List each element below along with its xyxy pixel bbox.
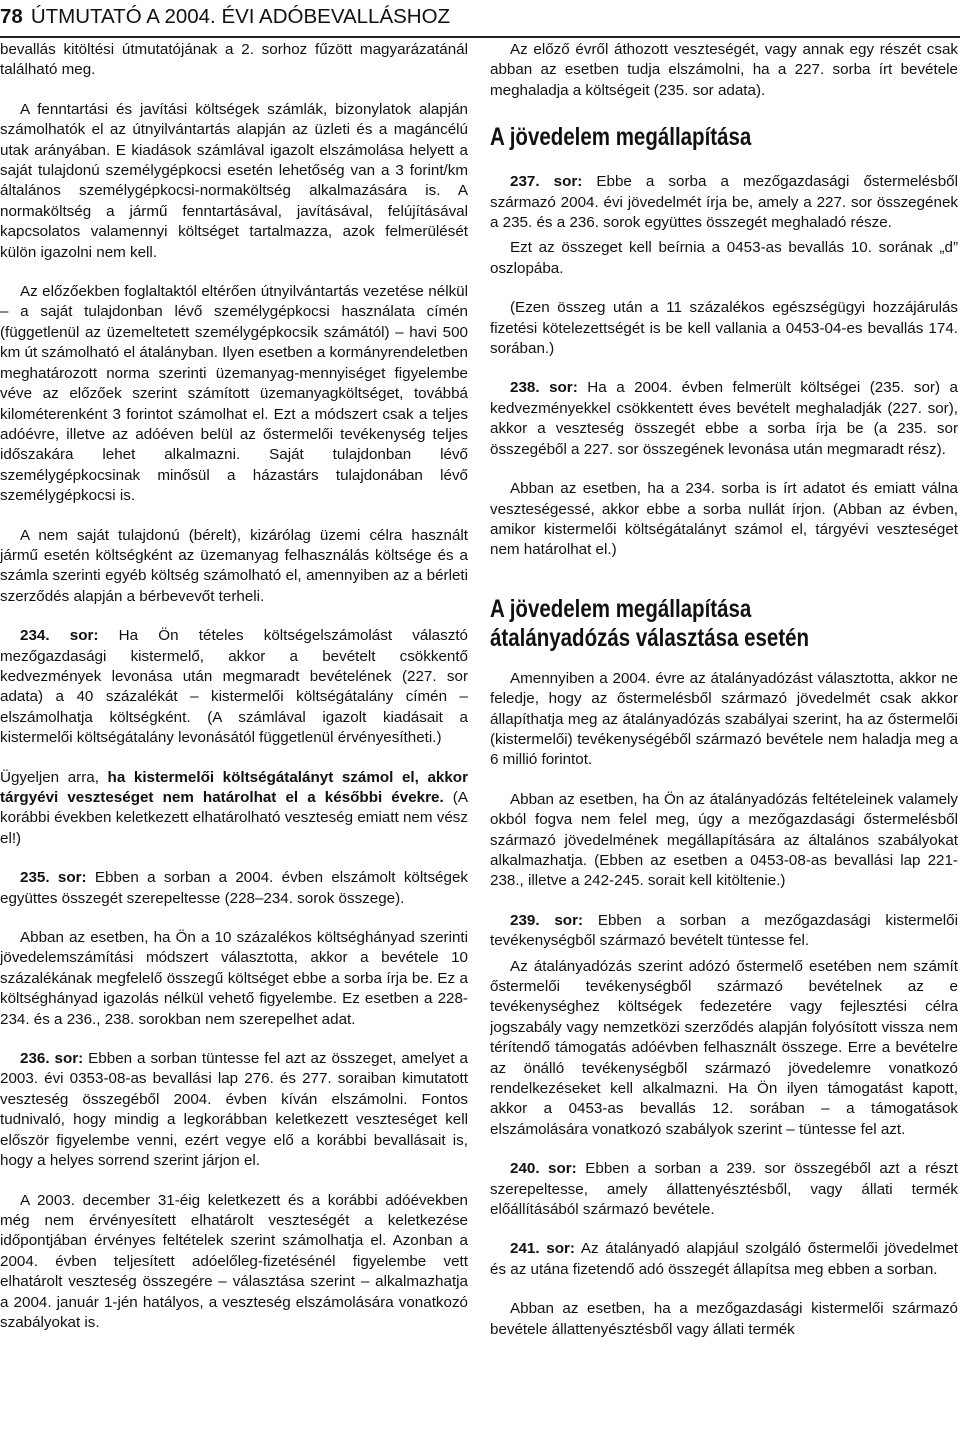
- row-238-paragraph: [490, 378, 958, 460]
- paragraph-text: Ebben a sorban tüntesse fel azt az összeget, amelyet a 2003. évi 0353-08-as bevallási lap 276. és 277. soraiban kimutatott veszteség összegéből 2004. évben kíván elszámolni. Fontos tudnivaló, hogy mindig a legkorábban keletkezett veszteséget kell először figyelembe venni, ezért vegye elő a korábbi bevallásait is, hogy a helyes sorrend szerint járjon el.: [0, 1050, 468, 1170]
- left-column: [0, 42, 468, 1434]
- paragraph-text: Ha a 2004. évben felmerült költségei (235. sor) a kedvezményekkel csökkentett éves bevételt meghaladják (227. sor), akkor a veszteség összegét ebbe a sorba írja be (a 235. sor összegéből a 227. sor összegének levonása után megmaradt rész).: [490, 379, 958, 458]
- row-235-paragraph: [0, 868, 468, 909]
- row-label: 240. sor:: [510, 1160, 577, 1178]
- paragraph: Abban az esetben, ha a 234. sorba is írt adatot és emiatt válna veszteségessé, akkor ebbe a sorba nullát írjon. (Abban az évben, amikor kistermelői költségátalányt számol el, tárgyévi veszteséget nem határolhat el.): [490, 480, 958, 559]
- page-header: [0, 0, 960, 38]
- paragraph-text: Az átalányadó alapjául szolgáló őstermelői jövedelmet és az utána fizetendő adó összegét állapítsa meg ebben a sorban.: [490, 1240, 958, 1278]
- row-label: 239. sor:: [510, 911, 584, 929]
- paragraph-text: Ügyeljen arra,: [0, 768, 108, 786]
- row-label: 238. sor:: [510, 379, 578, 397]
- paragraph: Abban az esetben, ha Ön a 10 százalékos költséghányad szerinti jövedelemszámítási módszert választotta, akkor a bevétele 10 százalékának megfelelő összegű költséget ebbe a sorba írja be. Ez a költséghányad igazolás nélkül vehető figyelembe. Ez esetben a 228-234. és a 236., 238. sorokban nem szerepelhet adat.: [0, 929, 468, 1028]
- paragraph: Abban az esetben, ha Ön az átalányadózás feltételeinek valamely okból fogva nem felel meg, úgy a mezőgazdasági őstermelésből származó jövedelmének megállapítására az általános szabályokat alkalmazhatja. (Ebben az esetben a 0453-08-as bevallási lap 221-238., illetve a 242-245. sorait kell kitöltenie.): [490, 790, 958, 890]
- paragraph: (Ezen összeg után a 11 százalékos egészségügyi hozzájárulás fizetési kötelezettségét is be kell vallania a 0453-04-es bevallás 174. sorában.): [490, 299, 958, 358]
- paragraph-text: Ebben a sorban a mezőgazdasági kistermelői tevékenységből származó bevételt tüntesse fel.: [490, 911, 958, 950]
- row-label: 235. sor:: [20, 869, 87, 887]
- paragraph: Az előzőekben foglaltaktól eltérően útnyilvántartás vezetése nélkül – a saját tulajdonban lévő személygépkocsi használata címén (függetlenül az üzemeltetett személygépkocsik számától) – havi 500 km út számolható el átalányban. Ilyen esetben a kormányrendeletben meghatározott norma szerinti üzemanyag-mennyiséget figyelembe véve az előzőek szerint számított üzemanyagköltséget, továbbá kilométerenként 3 forintot számolhat el. Ezt a módszert csak a teljes adóévre, illetve az adóéven belül az őstermelői tevékenység teljes időszakára lehet alkalmazni. Saját tulajdonban lévő személygépkocsinak minősül a házastárs tulajdonában lévő személygépkocsi is.: [0, 283, 468, 505]
- paragraph-text: (A korábbi években keletkezett elhatárolható veszteség emiatt nem vész el!): [0, 789, 468, 847]
- running-title: ÚTMUTATÓ A 2004. ÉVI ADÓBEVALLÁSHOZ: [30, 5, 451, 28]
- section-heading: A jövedelem megállapítása: [490, 123, 752, 152]
- paragraph: Az előző évről áthozott veszteségét, vagy annak egy részét csak abban az esetben tudja elszámolni, ha a 227. sorba írt bevétele meghaladja a költségeit (235. sor adata).: [490, 42, 958, 99]
- paragraph-text: Ebbe a sorba a mezőgazdasági őstermelésből származó 2004. évi jövedelmét írja be, amely a 227. sor összegének a 235. és a 236. sorok együttes összegét meghaladó része.: [490, 173, 958, 232]
- row-234-paragraph: [0, 626, 468, 748]
- warning-paragraph: [0, 768, 468, 850]
- paragraph: Ezt az összeget kell beírnia a 0453-as bevallás 10. sorának „d” oszlopába.: [490, 239, 958, 277]
- paragraph: Amennyiben a 2004. évre az átalányadózást választotta, akkor ne feledje, hogy az őstermelésből származó jövedelmét csak akkor állapíthatja meg az átalányadózás szabályai szerint, ha az őstermelői (kistermelői) tevékenységéből származó bevétele nem haladja meg a 6 millió forintot.: [490, 669, 958, 769]
- row-239-paragraph: [490, 911, 958, 952]
- row-label: 241. sor:: [510, 1240, 575, 1258]
- heading-line: átalányadózás választása esetén: [490, 623, 810, 652]
- paragraph-text: Ha Ön tételes költségelszámolást választó mezőgazdasági kistermelő, akkor a bevételt csökkentő kedvezmények levonása után megmaradt bevételének (227. sor adata) a 40 százalékát – kistermelői költségátalány címén – elszámolhatja költségként. (A számlával igazolt kiadásait a kistermelői költségátalány levonásától függetlenül érvényesítheti.): [0, 627, 468, 747]
- section-heading: [490, 595, 874, 653]
- paragraph: Az átalányadózás szerint adózó őstermelő esetében nem számít őstermelői tevékenységből származó bevételnek az e tevékenységhez költségek fedezetére vagy fejlesztési célra jogszabály vagy nemzetközi szerződés alapján folyósított vissza nem térítendő támogatás adóévben felhasznált összege. Erre a bevételre az önálló tevékenységből származó jövedelemre vonatkozó rendelkezéseket kell alkalmazni. Ha Ön ilyen támogatást kapott, akkor a 0453-as bevallás 12. sorában – a támogatások elszámolására vonatkozó szabályok szerint – tüntesse fel azt.: [490, 957, 958, 1138]
- paragraph: A 2003. december 31-éig keletkezett és a korábbi adóévekben még nem érvényesített elhatárolt veszteségét a keletkezése időpontjában érvényes feltételek szerint számolhatja el. Azonban a 2004. évben teljesített adóelőleg-fizetésénél figyelembe vett elhatárolt veszteség összegére – választása szerint – alkalmazhatja a 2004. január 1-jén hatályos, a veszteség elszámolására vonatkozó szabályokat is.: [0, 1191, 468, 1331]
- row-237-paragraph: [490, 172, 958, 233]
- heading-line: A jövedelem megállapítása: [490, 594, 752, 623]
- paragraph-text: Ebben a sorban a 2004. évben elszámolt költségek együttes összegét szerepeltesse (228–234. sorok összege).: [0, 869, 468, 907]
- row-236-paragraph: [0, 1049, 468, 1171]
- row-label: 237. sor:: [510, 173, 583, 191]
- paragraph: A fenntartási és javítási költségek számlák, bizonylatok alapján számolhatók el az útnyilvántartás alapján az üzleti és a magáncélú utak arányában. E kiadások számlával igazolt elszámolása helyett a saját tulajdonú személygépkocsi esetén lehetőség van a 3 forint/km általános személygépkocsi-normaköltség alkalmazására is. A normaköltség a jármű fenntartásával, javításával, felújításával kapcsolatos valamennyi költséget tartalmazza, azok felmerülését külön igazolni nem kell.: [0, 100, 468, 261]
- right-column: [490, 42, 958, 1434]
- bold-warning: ha kistermelői költségátalányt számol el, akkor tárgyévi veszteséget nem határolhat el a későbbi évekre.: [0, 768, 468, 806]
- paragraph: bevallás kitöltési útmutatójának a 2. sorhoz fűzött magyarázatánál található meg.: [0, 42, 468, 79]
- paragraph: A nem saját tulajdonú (bérelt), kizárólag üzemi célra használt jármű esetén költségként az üzemanyag felhasználás költsége és a számla szerinti egyéb költség számolható el, amennyiben az a bérleti szerződés alapján a bérbevevőt terheli.: [0, 526, 468, 605]
- row-label: 234. sor:: [20, 627, 99, 645]
- page-number: 78: [0, 5, 23, 28]
- row-label: 236. sor:: [20, 1050, 84, 1068]
- row-240-paragraph: [490, 1159, 958, 1220]
- paragraph: Abban az esetben, ha a mezőgazdasági kistermelői származó bevétele állattenyésztésből vagy állati termék: [490, 1300, 958, 1338]
- paragraph-text: Ebben a sorban a 239. sor összegéből azt a részt szerepeltesse, amely állattenyésztésből, vagy állati termék előállításából származó bevétele.: [490, 1160, 958, 1219]
- row-241-paragraph: [490, 1239, 958, 1280]
